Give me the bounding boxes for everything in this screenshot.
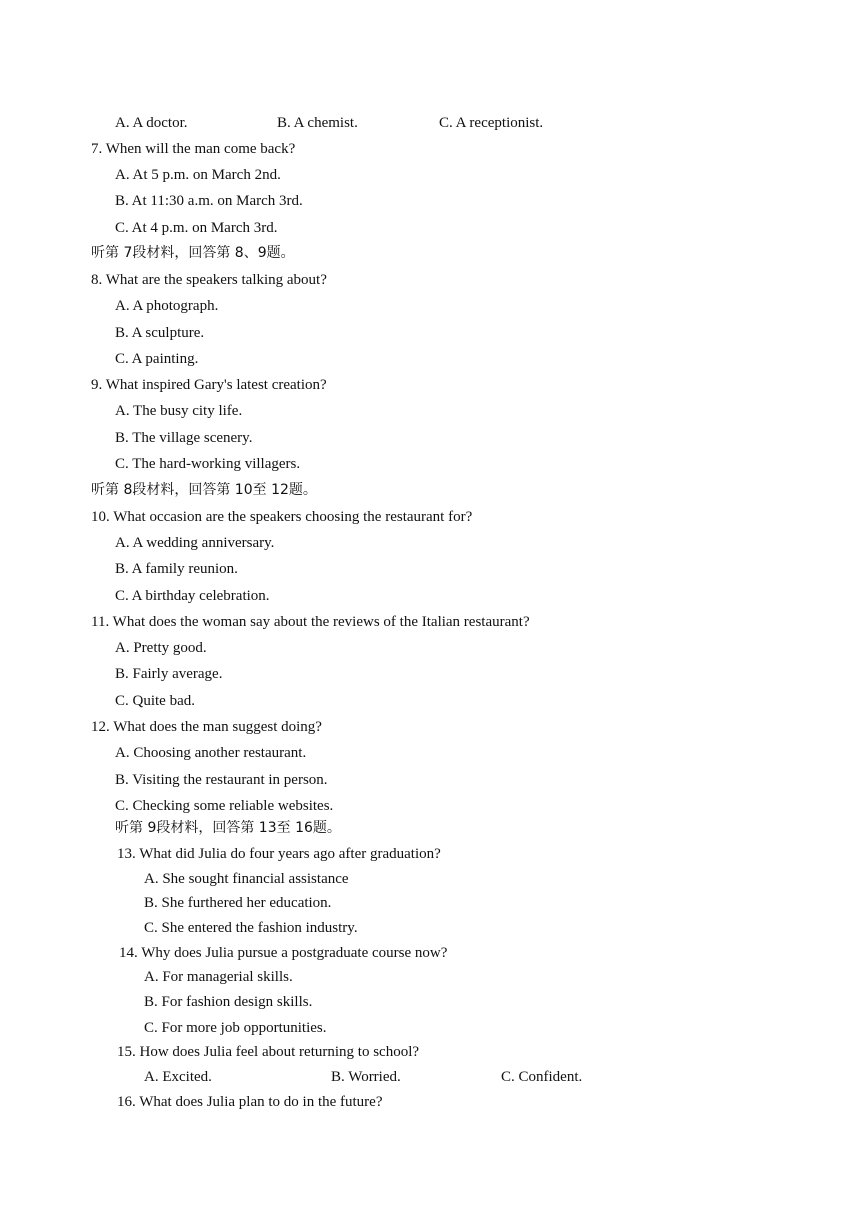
section-7-heading: 听第 7段材料，回答第 8、9题。 bbox=[91, 245, 295, 261]
q15-option-c: C. Confident. bbox=[501, 1069, 583, 1085]
q13-option-b: B. She furthered her education. bbox=[144, 895, 332, 911]
q10-question: 10. What occasion are the speakers choosing the restaurant for? bbox=[91, 509, 473, 525]
q8-option-a: A. A photograph. bbox=[115, 298, 219, 314]
q14-option-c: C. For more job opportunities. bbox=[144, 1020, 327, 1036]
q9-option-b: B. The village scenery. bbox=[115, 430, 253, 446]
q7-option-b: B. At 11:30 a.m. on March 3rd. bbox=[115, 193, 303, 209]
q9-option-c: C. The hard-working villagers. bbox=[115, 456, 301, 472]
q6-option-b: B. A chemist. bbox=[277, 115, 358, 131]
q13-option-a: A. She sought financial assistance bbox=[144, 871, 349, 887]
q7-option-c: C. At 4 p.m. on March 3rd. bbox=[115, 220, 278, 236]
section-8-heading: 听第 8段材料，回答第 10至 12题。 bbox=[91, 482, 317, 498]
q12-option-c: C. Checking some reliable websites. bbox=[115, 798, 334, 814]
q14-question: 14. Why does Julia pursue a postgraduate course now? bbox=[119, 945, 448, 961]
q9-question: 9. What inspired Gary's latest creation? bbox=[91, 377, 327, 393]
q7-option-a: A. At 5 p.m. on March 2nd. bbox=[115, 167, 281, 183]
q10-option-b: B. A family reunion. bbox=[115, 561, 238, 577]
q15-option-b: B. Worried. bbox=[331, 1069, 401, 1085]
q11-option-c: C. Quite bad. bbox=[115, 693, 195, 709]
q15-option-a: A. Excited. bbox=[144, 1069, 212, 1085]
q13-question: 13. What did Julia do four years ago after graduation? bbox=[117, 846, 441, 862]
q15-question: 15. How does Julia feel about returning to school? bbox=[117, 1044, 420, 1060]
q6-option-c: C. A receptionist. bbox=[439, 115, 544, 131]
q8-option-b: B. A sculpture. bbox=[115, 325, 205, 341]
q14-option-a: A. For managerial skills. bbox=[144, 969, 293, 985]
section-9-heading: 听第 9段材料，回答第 13至 16题。 bbox=[115, 820, 341, 836]
q11-question: 11. What does the woman say about the reviews of the Italian restaurant? bbox=[91, 614, 530, 630]
q11-option-b: B. Fairly average. bbox=[115, 666, 223, 682]
q10-option-c: C. A birthday celebration. bbox=[115, 588, 270, 604]
q12-question: 12. What does the man suggest doing? bbox=[91, 719, 322, 735]
q13-option-c: C. She entered the fashion industry. bbox=[144, 920, 358, 936]
q14-option-b: B. For fashion design skills. bbox=[144, 994, 313, 1010]
q10-option-a: A. A wedding anniversary. bbox=[115, 535, 275, 551]
q6-option-a: A. A doctor. bbox=[115, 115, 188, 131]
q12-option-b: B. Visiting the restaurant in person. bbox=[115, 772, 328, 788]
q11-option-a: A. Pretty good. bbox=[115, 640, 207, 656]
q7-question: 7. When will the man come back? bbox=[91, 141, 296, 157]
q8-question: 8. What are the speakers talking about? bbox=[91, 272, 327, 288]
q8-option-c: C. A painting. bbox=[115, 351, 199, 367]
q16-question: 16. What does Julia plan to do in the future? bbox=[117, 1094, 383, 1110]
q12-option-a: A. Choosing another restaurant. bbox=[115, 745, 307, 761]
q9-option-a: A. The busy city life. bbox=[115, 403, 243, 419]
